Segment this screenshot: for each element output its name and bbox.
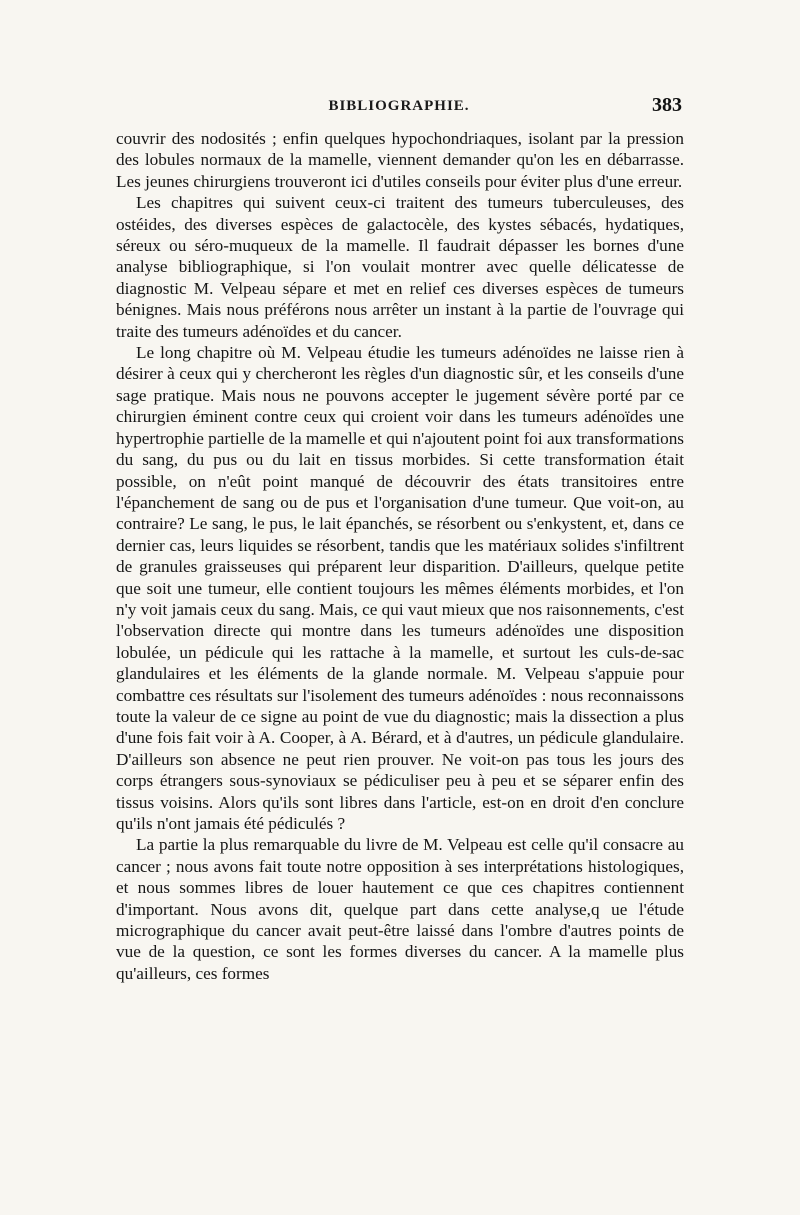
paragraph-adenoid-tumors: Le long chapitre où M. Velpeau étudie les tumeurs adénoïdes ne laisse rien à désirer à ceux qui y chercheront les règles d'un diagnostic sûr, et les conseils d'une sage pratique. Mais nous ne pouvons accepter le jugement sévère porté par ce chirurgien éminent contre ceux qui croient voir dans les tumeurs adénoïdes une hypertrophie partielle de la mamelle et qui n'ajoutent point foi aux transformations du sang, du pus ou du lait en tissus morbides. Si cette transformation était possible, on n'eût point manqué de découvrir des états transitoires entre l'épanchement de sang ou de pus et l'organisation d'une tumeur. Que voit-on, au contraire? Le sang, le pus, le lait épanchés, se résorbent ou s'enkystent, et, dans ce dernier cas, leurs liquides se résorbent, tandis que les matériaux solides s'infiltrent de granules graisseuses qui préparent leur disparition. D'ailleurs, quelque petite que soit une tumeur, elle contient toujours les mêmes éléments morbides, et l'on n'y voit jamais ceux du sang. Mais, ce qui vaut mieux que nos raisonnements, c'est l'observation directe qui montre dans les tumeurs adénoïdes une disposition lobulée, un pédicule qui les rattache à la mamelle, et surtout les culs-de-sac glandulaires et les éléments de la glande normale. M. Velpeau s'appuie pour combattre ces résultats sur l'isolement des tumeurs adénoïdes : nous reconnaissons toute la valeur de ce signe au point de vue du diagnostic; mais la dissection a plus d'une fois fait voir à A. Cooper, à A. Bérard, et à d'autres, un pédicule glandulaire. D'ailleurs son absence ne peut rien prouver. Ne voit-on pas tous les jours des corps étrangers sous-synoviaux se pédiculiser peu à peu et se séparer enfin des tissus voisins. Alors qu'ils sont libres dans l'article, est-on en droit d'en conclure qu'ils n'ont jamais été pédiculés ? (116, 343, 685, 833)
paragraph-continuation: couvrir des nodosités ; enfin quelques hypochondriaques, isolant par la pression des lobules normaux de la mamelle, viennent demander qu'on les en débarrasse. Les jeunes chirurgiens trouveront ici d'utiles conseils pour éviter plus d'une erreur. (116, 129, 684, 191)
running-head: BIBLIOGRAPHIE. (328, 98, 470, 114)
paragraph-chapters: Les chapitres qui suivent ceux-ci traitent des tumeurs tuberculeuses, des ostéides, des diverses espèces de galactocèle, des kystes sébacés, hydatiques, séreux ou séro-muqueux de la mamelle. Il faudrait dépasser les bornes d'une analyse bibliographique, si l'on voulait montrer avec quelle délicatesse de diagnostic M. Velpeau sépare et met en relief ces diverses espèces de tumeurs bénignes. Mais nous préférons nous arrêter un instant à la partie de l'ouvrage qui traite des tumeurs adénoïdes et du cancer. (116, 193, 684, 341)
paragraph-cancer: La partie la plus remarquable du livre de M. Velpeau est celle qu'il consacre au cancer ; nous avons fait toute notre opposition à ses interprétations histologiques, et nous sommes libres de louer hautement ce que ces chapitres contiennent d'important. Nous avons dit, quelque part dans cette analyse,q ue l'étude micrographique du cancer avait peut-être laissé dans l'ombre d'autres points de vue de la question, ce sont les formes diverses du cancer. A la mamelle plus qu'ailleurs, ces formes (116, 835, 684, 983)
page-number: 383 (652, 94, 682, 116)
body-text (116, 128, 684, 984)
page-header (116, 94, 682, 124)
